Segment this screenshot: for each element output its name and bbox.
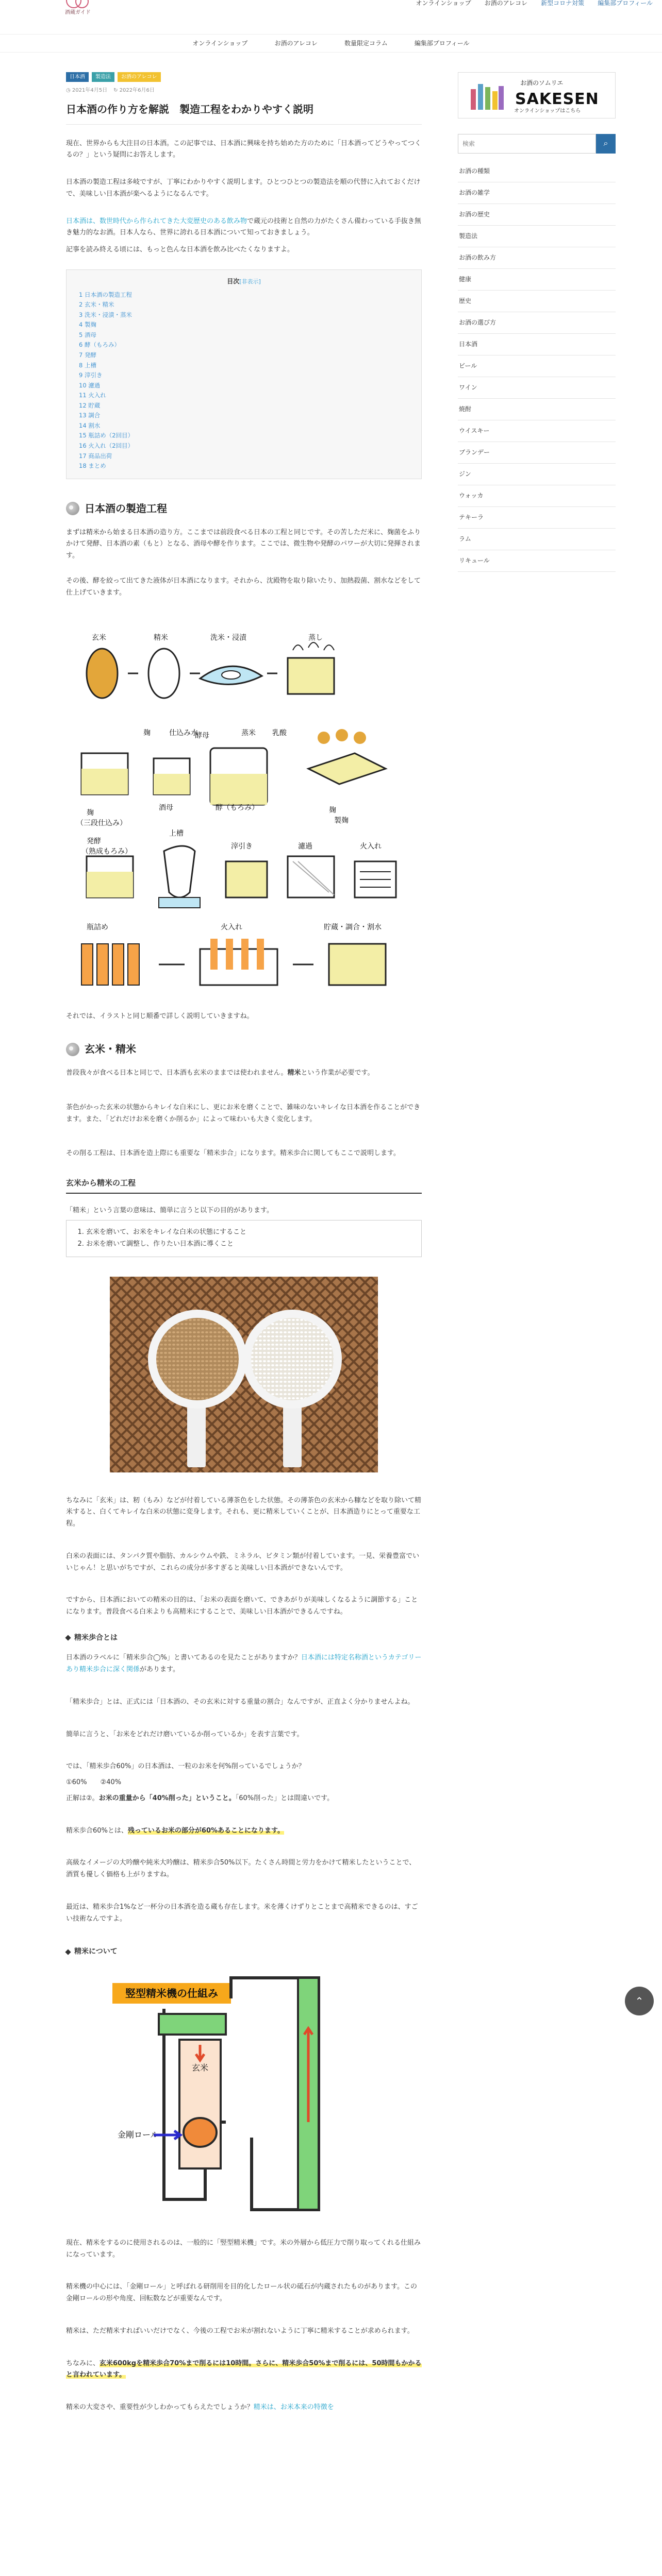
toc-item[interactable]: 16 火入れ（2回目）: [79, 442, 134, 449]
process-label: （三段仕込み）: [76, 819, 127, 828]
settling-tank-icon: [226, 861, 267, 897]
process-figure-svg: [66, 614, 422, 1001]
process-label: 玄米: [92, 634, 106, 642]
subsection-heading: 玄米から精米の工程: [66, 1176, 422, 1194]
process-label: 製麹: [334, 817, 349, 825]
process-label: 麹: [329, 806, 336, 815]
toc-list: [79, 290, 409, 471]
toc-item[interactable]: 12 貯蔵: [79, 401, 101, 409]
process-label: 滓引き: [231, 842, 253, 851]
storage-icon: [329, 944, 386, 985]
paragraph: 「精米歩合」とは、正式には「日本酒の、その玄米に対する重量の割合」なんですが、正直よく分かりませんよね。: [66, 1698, 415, 1706]
second-pasteurization-icon: [200, 939, 277, 985]
mill-rice-label: 玄米: [191, 2062, 209, 2073]
paragraph: 精米機の中心には、「金剛ロール」と呼ばれる研削用を目的化したロール状の砥石が内蔵されたものがあります。この金剛ロールの形や角度、回転数などが重要なんです。: [66, 2283, 417, 2303]
process-label: 濾過: [298, 842, 312, 851]
paragraph: 精米は、ただ精米すればいいだけでなく、今後の工程でお米が割れないように丁寧に精米することが求められます。: [66, 2327, 414, 2335]
rice-bowls-image: [110, 1277, 378, 1472]
logo-text: 酒蔵ガイド: [65, 10, 91, 15]
toc-item[interactable]: 15 瓶詰め（2回目）: [79, 432, 134, 439]
toc-item[interactable]: 5 酒母: [79, 331, 96, 338]
banner-title: SAKESEN: [515, 90, 599, 108]
nav-shop[interactable]: オンラインショップ: [192, 39, 248, 47]
process-label: 火入れ: [360, 842, 382, 851]
toc-item[interactable]: 17 商品出荷: [79, 452, 112, 460]
top-link-arekore[interactable]: お酒のアレコレ: [484, 0, 528, 7]
paragraph: では、「精米歩合60%」の日本酒は、一粒のお米を何%削っているでしょうか？: [66, 1762, 305, 1771]
toc-item[interactable]: 10 濾過: [79, 381, 101, 389]
paragraph: ちなみに「玄米」は、籾（もみ）などが付着している薄茶色をした状態。その薄茶色の玄米から糠などを取り除いて精米すると、白くてキレイな白米の状態に変身します。それも、更に精米していくことが、日本酒造りにとって重要な工程。: [66, 1496, 422, 1528]
sidebar-item[interactable]: ウイスキー: [458, 420, 616, 442]
paragraph: 高級なイメージの大吟醸や純米大吟醸は、精米歩合50%以下。たくさん時間と労力をかけて精米したということで、酒質も優しく価格も上がりますね。: [66, 1859, 416, 1879]
table-of-contents: [66, 269, 422, 479]
toc-item[interactable]: 6 酵（もろみ）: [79, 341, 120, 349]
intro-paragraph: 日本酒は、数世時代から作られてきた大変歴史のある飲み物で蔵元の技術と自然の力がたくさん備わっている手抜き無き魅力的なお酒。日本人なら、世界に誇れる日本酒について知っておきましょう。: [66, 217, 421, 237]
category-tag[interactable]: 製造法: [92, 72, 114, 82]
process-label: （熟成もろみ）: [81, 848, 132, 856]
koji-icon: [81, 753, 128, 794]
nav-profile[interactable]: 編集部プロフィール: [414, 39, 470, 47]
sidebar-item[interactable]: 日本酒: [458, 334, 616, 355]
bottling-icon: [81, 944, 139, 985]
process-label: 火入れ: [221, 923, 242, 932]
toc-item[interactable]: 4 製麹: [79, 321, 96, 329]
steaming-icon: [288, 642, 334, 694]
top-links: [416, 0, 653, 9]
scroll-top-button[interactable]: [625, 1987, 654, 2015]
toc-item[interactable]: 11 火入れ: [79, 392, 106, 399]
paragraph: その削る工程は、日本酒を造上際にも重要な「精米歩合」になります。精米歩合に関してもここで説明します。: [66, 1149, 400, 1158]
paragraph: 簡単に言うと、「お米をどれだけ磨いているか削っているか」を表す言葉です。: [66, 1730, 304, 1738]
sake-cup-icon: [66, 502, 79, 515]
paragraph: 日本酒のラベルに「精米歩合◯%」と書いてあるのを見たことがありますか？日本酒には特定名称酒というカテゴリーあり精米歩合に深く関係があります。: [66, 1654, 422, 1674]
moromi-tank-icon: [210, 748, 267, 805]
sidebar-item[interactable]: お酒の歴史: [458, 204, 616, 226]
section-heading: 玄米・精米: [66, 1040, 422, 1058]
paragraph: それでは、イラストと同じ順番で詳しく説明していきますね。: [66, 1012, 254, 1021]
toc-header: 目次[非表示]: [227, 277, 261, 285]
koji-making-icon: [308, 729, 386, 784]
search-form: [458, 134, 616, 154]
sidebar-item[interactable]: ウォッカ: [458, 485, 616, 507]
divider: [66, 124, 422, 125]
sidebar-item[interactable]: ワイン: [458, 377, 616, 399]
process-label: 瓶詰め: [87, 923, 108, 932]
mill-diagram-svg: [97, 1968, 370, 2220]
search-icon: ⌕: [603, 139, 608, 148]
process-label: 蒸し: [308, 634, 323, 642]
sidebar-item[interactable]: 歴史: [458, 291, 616, 312]
sidebar: [458, 72, 616, 572]
post-dates: [66, 86, 422, 95]
rice-photo: [110, 1277, 378, 1472]
banner-caption: オンラインショップはこちら: [514, 108, 581, 114]
quiz-options: ①60% ②40%: [66, 1778, 122, 1787]
purpose-box: [66, 1220, 422, 1257]
shop-banner[interactable]: [458, 72, 616, 118]
process-label: 洗米・浸漬: [210, 634, 246, 642]
paragraph: 普段我々が食べる日本と同じで、日本酒も玄米のままでは使われません。精米という作業が必要です。: [66, 1069, 374, 1077]
sidebar-item[interactable]: お酒の雑学: [458, 182, 616, 204]
category-tag[interactable]: 日本酒: [66, 72, 89, 82]
sidebar-item[interactable]: 製造法: [458, 226, 616, 247]
toc-item[interactable]: 8 上槽: [79, 361, 96, 369]
sidebar-item[interactable]: お酒の選び方: [458, 312, 616, 334]
top-link-covid[interactable]: 新型コロナ対策: [541, 0, 585, 7]
toc-item[interactable]: 9 滓引き: [79, 371, 103, 379]
sidebar-item[interactable]: ジン: [458, 464, 616, 485]
nav-arekore[interactable]: お酒のアレコレ: [274, 39, 318, 47]
toc-item[interactable]: 13 調合: [79, 412, 101, 419]
moto-tank-icon: [154, 758, 190, 794]
process-label: 酵（もろみ）: [216, 804, 259, 812]
rice-mill-diagram: [97, 1968, 370, 2220]
paragraph: まずは精米から始まる日本酒の造り方。ここまでは前段食べる日本の工程と同じです。その苦しただ米に、麹菌をふりかけて発酵、日本酒の素（もと）となる、酒母や酵を作ります。ここでは、微生物や発酵のパワーが大切に発揮されます。: [66, 528, 421, 560]
toc-item[interactable]: 1 日本酒の製造工程: [79, 291, 132, 298]
list-item: 2. お米を磨いて調整し、作りたい日本酒に導くこと: [86, 1239, 412, 1250]
article: [66, 72, 422, 2427]
mill-roll-label: 金剛ロール: [118, 2129, 159, 2140]
sidebar-item[interactable]: ビール: [458, 355, 616, 377]
sidebar-item[interactable]: リキュール: [458, 550, 616, 572]
updated-date: ↻ 2022年6月6日: [113, 88, 155, 93]
paragraph: 最近は、精米歩合1%など一杯分の日本酒を造る蔵も存在します。米を薄くけずりとことまで高精米できるのは、すごい技術なんですよ。: [66, 1903, 418, 1923]
top-link-profile[interactable]: 編集部プロフィール: [598, 0, 653, 7]
process-label: 精米: [154, 634, 168, 642]
paragraph: 白米の表面には、タンパク質や脂肪、カルシウムや鉄、ミネラル、ビタミン類が付着しています。一見、栄養豊富でいいじゃん！と思いがちですが、これらの成分が多すぎると美味しい日本酒ができないんです。: [66, 1552, 420, 1572]
subsection-heading: 精米歩合とは: [66, 1632, 422, 1645]
site-logo[interactable]: [60, 0, 101, 24]
intro-paragraph: 記事を読み終える頃には、もっと色んな日本酒を飲み比べたくなりますよ。: [66, 246, 294, 253]
bottle-logo-icon: [466, 79, 507, 113]
process-label: 蒸米: [241, 729, 256, 738]
section-heading: 日本酒の製造工程: [66, 500, 422, 518]
sidebar-item[interactable]: テキーラ: [458, 507, 616, 529]
toc-item[interactable]: 14 割水: [79, 421, 101, 429]
toc-item[interactable]: 3 洗米・浸漬・蒸米: [79, 311, 132, 318]
washing-icon: [200, 667, 262, 685]
subsection-heading: 精米について: [66, 1945, 422, 1958]
category-tag[interactable]: お酒のアレコレ: [118, 72, 161, 82]
process-label: 麹: [87, 809, 94, 818]
search-input[interactable]: [458, 134, 596, 154]
toc-toggle[interactable]: [非表示]: [239, 278, 261, 285]
pasteurization-icon: [355, 861, 396, 897]
process-label: 麹: [143, 729, 151, 738]
paragraph: ですから、日本酒においての精米の目的は、「お米の表面を磨いて、できあがりが美味しくなるように調節する」ことになります。普段食べる白米よりも高精米にすることで、美味しい日本酒ができるんですね。: [66, 1596, 418, 1616]
quiz-answer: 正解は②。お米の重量から「40%削った」ということ。「60%削った」とは間違いです。: [66, 1794, 334, 1802]
toc-item[interactable]: 18 まとめ: [79, 462, 106, 470]
paragraph: ちなみに、玄米600kgを精米歩合70%まで削るには10時間。さらに、精米歩合50%まで削るには、50時間もかかると言われています。: [66, 2359, 422, 2379]
sidebar-item[interactable]: ブランデー: [458, 442, 616, 464]
list-item: 1. 玄米を磨いて、お米をキレイな白米の状態にすること: [86, 1227, 412, 1239]
brown-rice-icon: [87, 649, 118, 698]
top-link-shop[interactable]: オンラインショップ: [416, 0, 471, 7]
process-label: 発酵: [87, 837, 101, 846]
sidebar-item[interactable]: お酒の種類: [458, 161, 616, 182]
paragraph: 茶色がかった玄米の状態からキレイな白米にし、更にお米を磨くことで、雑味のないキレイな日本酒を作ることができます。また、「どれだけお米を磨くか削るか」によって味わいも大きく変化します。: [66, 1103, 421, 1123]
intro-paragraph: 現在、世界からも大注目の日本酒。この記事では、日本酒に興味を持ち始めた方のために「日本酒ってどうやってつくるの？」という疑問にお答えします。: [66, 139, 422, 159]
category-tags: [66, 72, 422, 82]
fermentation-tank-icon: [87, 856, 133, 897]
filtration-icon: [288, 856, 334, 897]
process-label: 仕込み水: [169, 729, 198, 738]
page-title: 日本酒の作り方を解説 製造工程をわかりやすく説明: [66, 103, 313, 115]
process-label: 貯蔵・調合・割水: [324, 923, 382, 932]
sidebar-item[interactable]: ラム: [458, 529, 616, 550]
main-nav: [0, 34, 662, 53]
paragraph: 精米歩合60%とは、残っているお米の部分が60%あることになります。: [66, 1826, 284, 1835]
brewing-process-illustration: [66, 614, 422, 1001]
process-label: 上槽: [169, 829, 184, 838]
sake-cup-icon: [66, 1043, 79, 1056]
nav-column[interactable]: 数量限定コラム: [344, 39, 388, 47]
paragraph: 精米の大変さや、重要性が少しわかってもらえたでしょうか？精米は、お米本来の特徴を: [66, 2403, 334, 2412]
process-label: 乳酸: [272, 729, 287, 738]
toc-item[interactable]: 2 玄米・精米: [79, 301, 114, 309]
sidebar-item[interactable]: お酒の飲み方: [458, 247, 616, 269]
category-list: [458, 161, 616, 334]
process-label: 酒母: [159, 804, 173, 812]
published-date: ◷ 2021年4月5日: [66, 88, 108, 93]
sidebar-item[interactable]: 焼酎: [458, 399, 616, 420]
paragraph: 「精米」という言葉の意味は、簡単に言うと以下の目的があります。: [66, 1207, 273, 1215]
chevron-up-icon: ⌃: [635, 1995, 644, 2007]
site-header: [0, 0, 662, 24]
banner-subtitle: お酒のソムリエ: [520, 79, 564, 87]
sidebar-item[interactable]: 健康: [458, 269, 616, 291]
paragraph: 現在、精米をするのに使用されるのは、一般的に「竪型精米機」です。米の外層から低圧力で削り取ってくれる仕組みになっています。: [66, 2239, 421, 2259]
search-button[interactable]: [596, 134, 616, 154]
pressing-bag-icon: [159, 846, 200, 908]
intro-paragraph: 日本酒の製造工程は多岐ですが、丁寧にわかりやすく説明します。ひとつひとつの製造法を順の代替に入れておくだけで、美味しい日本酒が楽へるようになるんです。: [66, 178, 421, 198]
process-label: 酵母: [195, 732, 209, 740]
toc-item[interactable]: 7 発酵: [79, 351, 96, 359]
paragraph: その後、酵を絞って出てきた液体が日本酒になります。それから、沈殿物を取り除いたり、加熱殺菌、割水などをして仕上げていきます。: [66, 577, 421, 597]
liquor-type-list: [458, 334, 616, 572]
mill-title: 竪型精米機の仕組み: [125, 1987, 218, 1999]
polished-rice-icon: [148, 649, 179, 698]
